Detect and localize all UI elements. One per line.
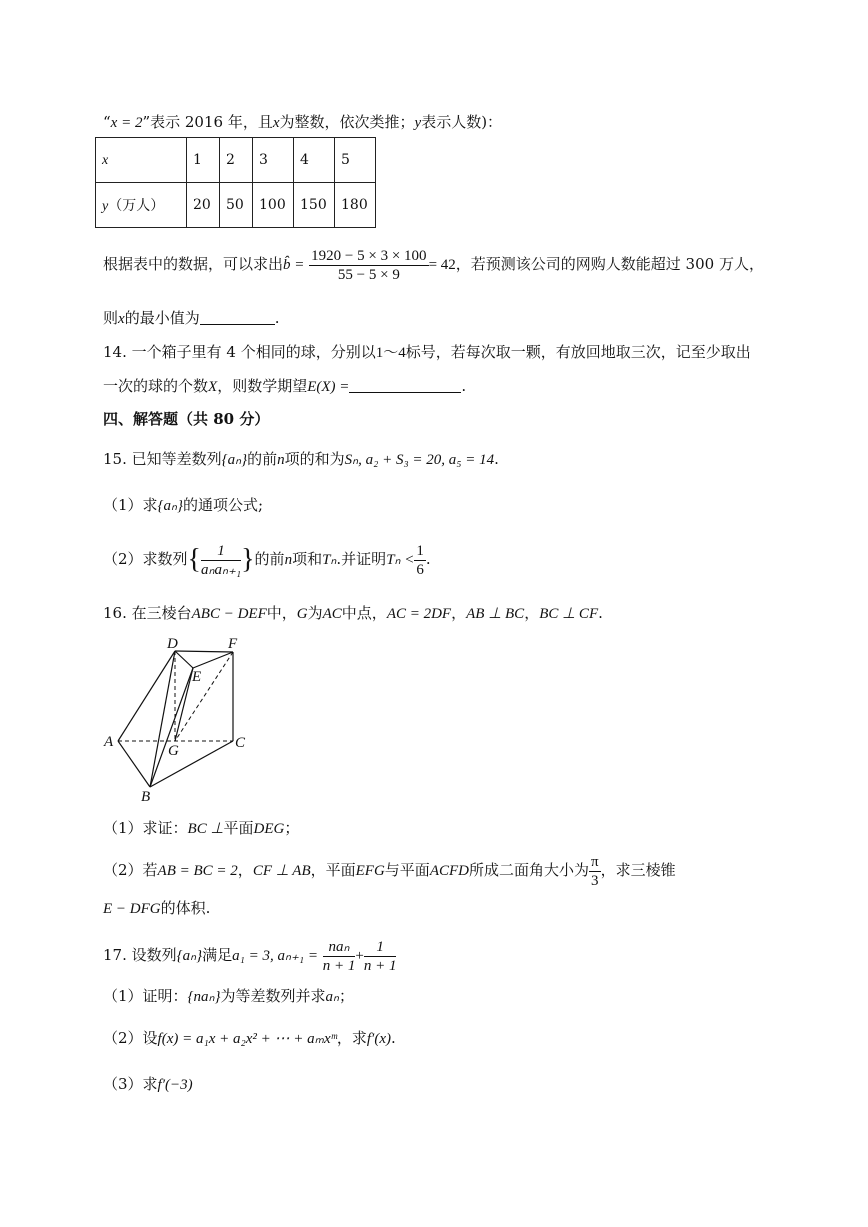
intro-quote-open: “	[103, 113, 111, 131]
q16-statement: 16. 在三棱台ABC − DEF中，G为AC中点，AC = 2DF，AB ⊥ BC，BC ⊥ CF.	[103, 604, 603, 622]
q17-fraction-1: $\frac{\text{naₙ}}{n + 1}$	[322, 938, 356, 974]
table-cell: 2	[220, 138, 253, 183]
label-B: B	[141, 789, 151, 805]
regression-answer-line: 则x的最小值为 .	[103, 309, 280, 327]
q15-statement: 15. 已知等差数列{aₙ}的前n项的和为Sₙ, a₂ + S₃ = 20, a₅ = 14.	[103, 450, 499, 468]
q16-part-1: （1）求证：BC ⊥平面DEG；	[103, 819, 300, 837]
q15-part-2: （2）求数列{ $\frac{1}{\text{aₙaₙ₊₁}}$ }的前n项和Tₙ.并证明Tₙ < $\frac{1}{6}$ .	[103, 542, 431, 578]
intro-y: y	[414, 115, 422, 131]
pi-over-3-fraction: $\frac{\pi}{3}$	[591, 853, 599, 889]
b-hat-value: = 42	[428, 257, 456, 273]
label-D: D	[167, 636, 178, 652]
label-C: C	[235, 735, 246, 751]
q16-part-2-cont: E − DFG的体积.	[103, 899, 211, 917]
q15-fraction: $\frac{1}{\text{aₙaₙ₊₁}}$	[201, 542, 242, 578]
table-cell: 4	[294, 138, 335, 183]
label-F: F	[228, 636, 238, 652]
q17-part-3: （3）求f′(−3)	[103, 1075, 193, 1093]
q15-part-1: （1）求{aₙ}的通项公式;	[103, 496, 264, 514]
q17-part-2: （2）设f(x) = a₁x + a₂x² + ⋯ + aₘxᵐ，求f′(x).	[103, 1029, 396, 1047]
intro-x-eq-2: x = 2	[110, 115, 143, 131]
table-cell: 3	[253, 138, 294, 183]
label-E: E	[192, 669, 202, 685]
table-cell: 100	[253, 183, 294, 228]
table-cell: 1	[187, 138, 220, 183]
regression-text-1: 根据表中的数据，可以求出	[103, 255, 284, 273]
label-G: G	[168, 743, 179, 759]
intro-text-3: 表示人数)：	[421, 113, 503, 131]
table-cell: 20	[187, 183, 220, 228]
table-header-y: y（万人）	[96, 183, 187, 228]
intro-x: x	[272, 115, 280, 131]
b-hat: b̂ =	[283, 257, 305, 273]
q17-statement: 17. 设数列{aₙ}满足a₁ = 3, aₙ₊₁ = $\frac{\text{naₙ}}{n + 1}$ + $\frac{1}{n + 1}$	[103, 938, 397, 974]
q17-fraction-2: $\frac{1}{n + 1}$	[363, 938, 397, 974]
q16-part-2: （2）若AB = BC = 2，CF ⊥ AB，平面EFG与平面ACFD所成二面角大小为 $\frac{\pi}{3}$ ，求三棱锥	[103, 853, 676, 889]
label-A: A	[104, 734, 114, 750]
table-cell: 180	[335, 183, 376, 228]
regression-text-2: ，若预测该公司的网购人数能超过 300 万人，	[455, 255, 764, 273]
table-cell: 50	[220, 183, 253, 228]
section-heading: 四、解答题（共 80 分）	[103, 410, 270, 428]
q17-part-1: （1）证明：{naₙ}为等差数列并求aₙ；	[103, 987, 355, 1005]
one-sixth-fraction: $\frac{1}{6}$	[416, 542, 424, 578]
table-cell: 150	[294, 183, 335, 228]
q14-line-2: 一次的球的个数X，则数学期望E(X) = .	[103, 377, 467, 395]
q14-line-1: 14. 一个箱子里有 4 个相同的球，分别以1～4标号，若每次取一颗，有放回地取三次，记至少取出	[103, 343, 751, 361]
intro-text-2: 为整数，依次类推；	[279, 113, 415, 131]
b-hat-fraction: $\frac{1920 - 5 \times 3 \times 100}{55 - 5 \times 9}$	[311, 247, 427, 283]
intro-text-1: ”表示 2016 年，且	[142, 113, 273, 131]
table-header-x: x	[96, 138, 187, 183]
table-cell: 5	[335, 138, 376, 183]
